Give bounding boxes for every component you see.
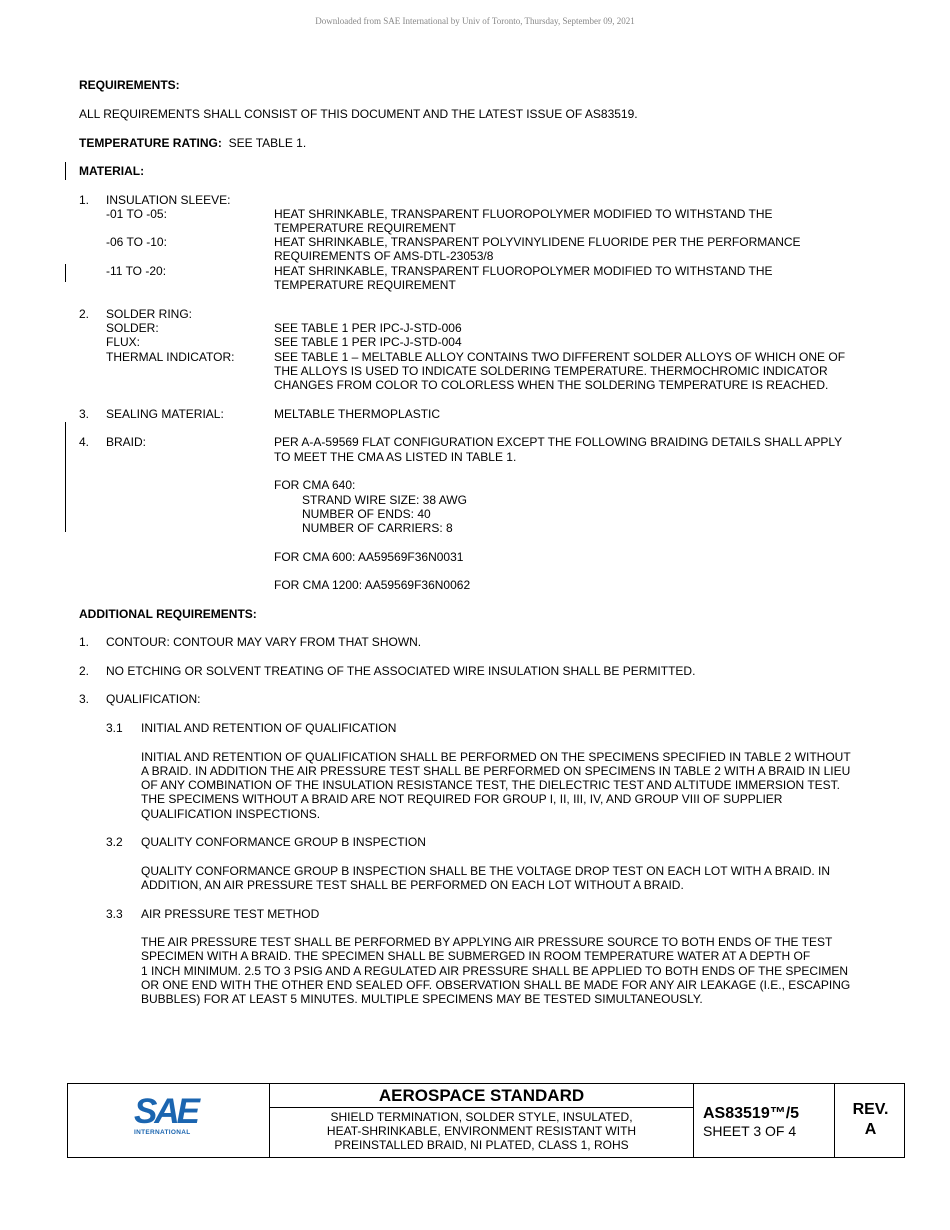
list-number: 3.: [79, 407, 90, 421]
dash-range-label: -11 TO -20:: [106, 264, 167, 278]
qualification-heading: QUALIFICATION:: [106, 692, 201, 706]
paragraph-line: THE SPECIMENS WITHOUT A BRAID ARE NOT REQUIRED FOR GROUP I, II, III, IV, AND GROUP VIII OF SUPPLIER: [141, 792, 783, 806]
subsection-title: INITIAL AND RETENTION OF QUALIFICATION: [141, 721, 397, 735]
title-block: [67, 1083, 905, 1158]
material-spec-line: HEAT SHRINKABLE, TRANSPARENT FLUOROPOLYMER MODIFIED TO WITHSTAND THE: [274, 207, 773, 221]
cma640-detail: NUMBER OF CARRIERS: 8: [302, 521, 453, 535]
cma1200-spec: FOR CMA 1200: AA59569F36N0062: [274, 578, 471, 592]
sheet-number: SHEET 3 OF 4: [703, 1123, 797, 1139]
revision-bar: [65, 264, 66, 282]
sealing-material-value: MELTABLE THERMOPLASTIC: [274, 407, 441, 421]
braid-line: TO MEET THE CMA AS LISTED IN TABLE 1.: [274, 450, 517, 464]
flux-value: SEE TABLE 1 PER IPC-J-STD-004: [274, 335, 462, 349]
thermal-indicator-label: THERMAL INDICATOR:: [106, 350, 235, 364]
solder-value: SEE TABLE 1 PER IPC-J-STD-006: [274, 321, 462, 335]
thermal-indicator-line: SEE TABLE 1 – MELTABLE ALLOY CONTAINS TWO DIFFERENT SOLDER ALLOYS OF WHICH ONE OF: [274, 350, 846, 364]
material-spec-line: TEMPERATURE REQUIREMENT: [274, 278, 456, 292]
paragraph-line: THE AIR PRESSURE TEST SHALL BE PERFORMED BY APPLYING AIR PRESSURE SOURCE TO BOTH ENDS OF THE TEST: [141, 935, 833, 949]
cma640-detail: STRAND WIRE SIZE: 38 AWG: [302, 493, 467, 507]
insulation-sleeve-label: INSULATION SLEEVE:: [106, 193, 231, 207]
requirements-intro: ALL REQUIREMENTS SHALL CONSIST OF THIS DOCUMENT AND THE LATEST ISSUE OF AS83519.: [79, 107, 638, 121]
standard-title: AEROSPACE STANDARD: [270, 1084, 693, 1108]
sealing-material-label: SEALING MATERIAL:: [106, 407, 224, 421]
paragraph-line: QUALIFICATION INSPECTIONS.: [141, 807, 321, 821]
paragraph-line: OF ANY COMBINATION OF THE INSULATION RESISTANCE TEST, THE DIELECTRIC TEST AND ALTITUDE IMMERSION TEST.: [141, 778, 841, 792]
paragraph-line: INITIAL AND RETENTION OF QUALIFICATION SHALL BE PERFORMED ON THE SPECIMENS SPECIFIED IN TABLE 2 WITHOUT: [141, 750, 851, 764]
description-line: PREINSTALLED BRAID, NI PLATED, CLASS 1, ROHS: [334, 1138, 629, 1152]
paragraph-line: OR ONE END WITH THE OTHER END SEALED OFF. OBSERVATION SHALL BE MADE FOR ANY AIR LEAKAGE (I.E., ESCAPING: [141, 978, 851, 992]
solder-ring-label: SOLDER RING:: [106, 307, 193, 321]
standard-description: [270, 1110, 693, 1152]
solder-label: SOLDER:: [106, 321, 159, 335]
temperature-rating-label: TEMPERATURE RATING:: [79, 136, 222, 150]
list-number: 1.: [79, 635, 90, 649]
material-spec-line: HEAT SHRINKABLE, TRANSPARENT FLUOROPOLYMER MODIFIED TO WITHSTAND THE: [274, 264, 773, 278]
cma640-label: FOR CMA 640:: [274, 478, 356, 492]
etching-requirement: NO ETCHING OR SOLVENT TREATING OF THE ASSOCIATED WIRE INSULATION SHALL BE PERMITTED.: [106, 664, 696, 678]
cma640-detail: NUMBER OF ENDS: 40: [302, 507, 431, 521]
requirements-heading: REQUIREMENTS:: [79, 78, 180, 92]
revision-label: REV.: [852, 1101, 889, 1118]
description-line: HEAT-SHRINKABLE, ENVIRONMENT RESISTANT WITH: [326, 1124, 637, 1138]
paragraph-line: QUALITY CONFORMANCE GROUP B INSPECTION SHALL BE THE VOLTAGE DROP TEST ON EACH LOT WITH A BRAID. IN: [141, 864, 831, 878]
revision-bar: [65, 422, 66, 532]
subsection-title: AIR PRESSURE TEST METHOD: [141, 907, 320, 921]
list-number: 3.: [79, 692, 90, 706]
paragraph-line: A BRAID. IN ADDITION THE AIR PRESSURE TEST SHALL BE PERFORMED ON SPECIMENS IN TABLE 2 WITH A BRAID IN LIEU: [141, 764, 851, 778]
sae-logo-mark: SAE: [134, 1092, 197, 1131]
subsection-number: 3.3: [106, 907, 123, 921]
list-number: 2.: [79, 664, 90, 678]
cma600-spec: FOR CMA 600: AA59569F36N0031: [274, 550, 464, 564]
flux-label: FLUX:: [106, 335, 141, 349]
download-notice: Downloaded from SAE International by Univ of Toronto, Thursday, September 09, 2021: [315, 16, 635, 26]
material-spec-line: REQUIREMENTS OF AMS-DTL-23053/8: [274, 249, 494, 263]
braid-label: BRAID:: [106, 435, 147, 449]
description-line: SHIELD TERMINATION, SOLDER STYLE, INSULATED,: [330, 1110, 633, 1124]
temperature-rating-value: SEE TABLE 1.: [228, 136, 307, 150]
temperature-rating: [79, 136, 306, 150]
paragraph-line: ADDITION, AN AIR PRESSURE TEST SHALL BE PERFORMED ON EACH LOT WITHOUT A BRAID.: [141, 878, 684, 892]
thermal-indicator-line: THE ALLOYS IS USED TO INDICATE SOLDERING TEMPERATURE. THERMOCHROMIC INDICATOR: [274, 364, 828, 378]
logo-cell: [68, 1084, 270, 1157]
dash-range-label: -01 TO -05:: [106, 207, 167, 221]
list-number: 4.: [79, 435, 90, 449]
material-spec-line: HEAT SHRINKABLE, TRANSPARENT POLYVINYLIDENE FLUORIDE PER THE PERFORMANCE: [274, 235, 801, 249]
dash-range-label: -06 TO -10:: [106, 235, 167, 249]
sae-logo: [134, 1092, 204, 1140]
subsection-number: 3.1: [106, 721, 123, 735]
title-cell: [270, 1084, 694, 1157]
revision-bar: [65, 162, 66, 180]
additional-requirements-heading: ADDITIONAL REQUIREMENTS:: [79, 607, 257, 621]
thermal-indicator-line: CHANGES FROM COLOR TO COLORLESS WHEN THE SOLDERING TEMPERATURE IS REACHED.: [274, 378, 829, 392]
revision-value: A: [864, 1121, 877, 1138]
paragraph-line: BUBBLES) FOR AT LEAST 5 MINUTES. MULTIPLE SPECIMENS MAY BE TESTED SIMULTANEOUSLY.: [141, 992, 703, 1006]
paragraph-line: 1 INCH MINIMUM. 2.5 TO 3 PSIG AND A REGULATED AIR PRESSURE SHALL BE APPLIED TO BOTH ENDS OF THE SPECIMEN: [141, 964, 849, 978]
revision-cell: [835, 1084, 906, 1157]
material-spec-line: TEMPERATURE REQUIREMENT: [274, 221, 456, 235]
sae-logo-subtitle: INTERNATIONAL: [134, 1129, 191, 1136]
subsection-title: QUALITY CONFORMANCE GROUP B INSPECTION: [141, 835, 426, 849]
document-number: AS83519™/5: [703, 1105, 800, 1122]
braid-line: PER A-A-59569 FLAT CONFIGURATION EXCEPT THE FOLLOWING BRAIDING DETAILS SHALL APPLY: [274, 435, 843, 449]
paragraph-line: SPECIMEN WITH A BRAID. THE SPECIMEN SHALL BE SUBMERGED IN ROOM TEMPERATURE WATER AT A DEPTH OF: [141, 949, 811, 963]
document-number-cell: [694, 1084, 835, 1157]
list-number: 1.: [79, 193, 90, 207]
list-number: 2.: [79, 307, 90, 321]
subsection-number: 3.2: [106, 835, 123, 849]
material-heading: MATERIAL:: [79, 164, 145, 178]
contour-requirement: CONTOUR: CONTOUR MAY VARY FROM THAT SHOWN.: [106, 635, 422, 649]
